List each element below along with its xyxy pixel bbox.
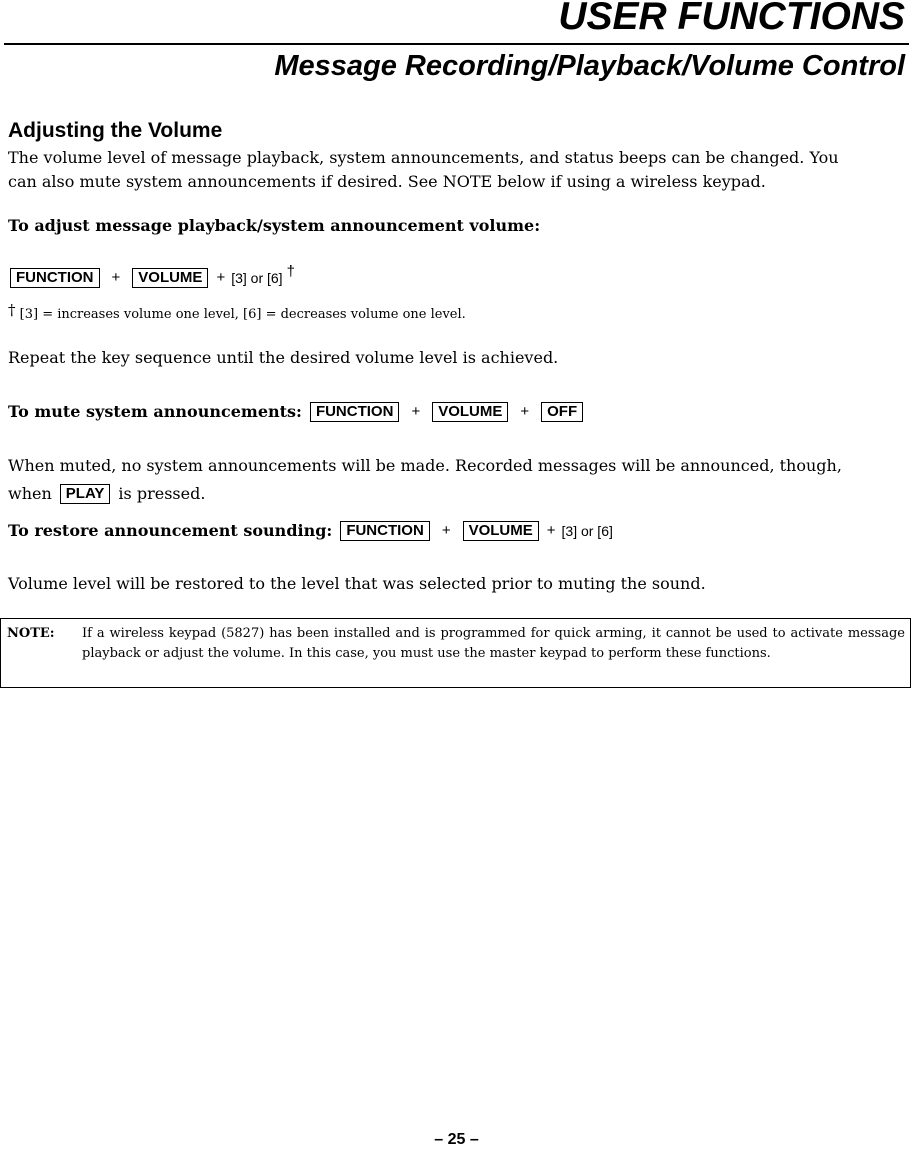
footnote-mark: † [8,301,16,319]
play-key: PLAY [60,484,111,504]
muted-text-when: when [8,484,52,503]
section-heading: Adjusting the Volume [8,119,223,142]
adjust-key-sequence [8,263,295,290]
page-number: – 25 – [434,1131,479,1148]
page-title: USER FUNCTIONS [558,0,905,38]
muted-text-line-2 [8,482,205,506]
function-key: FUNCTION [10,268,100,288]
volume-options: [3] or [6] [231,270,283,286]
function-key: FUNCTION [310,402,400,422]
function-key: FUNCTION [340,521,430,541]
intro-paragraph [8,146,908,194]
note-text: If a wireless keypad (5827) has been installed and is programmed for quick arming, it cannot be used to activate message playback or adjust the volume. In this case, you must use the master keypad to perform these functions. [82,626,905,661]
repeat-text: Repeat the key sequence until the desired volume level is achieved. [8,348,559,367]
page-subtitle: Message Recording/Playback/Volume Control [274,50,905,82]
note-label: NOTE: [7,626,55,641]
volume-key: VOLUME [432,402,508,422]
muted-text-end: is pressed. [118,484,206,503]
note-box [0,618,911,688]
plus-sign: + [546,522,556,539]
volume-key: VOLUME [132,268,208,288]
restore-text: Volume level will be restored to the level that was selected prior to muting the sound. [8,574,706,593]
muted-text-line-1: When muted, no system announcements will be made. Recorded messages will be announced, though, [8,456,842,475]
plus-sign: + [216,269,226,286]
mute-label: To mute system announcements: [8,402,302,421]
off-key: OFF [541,402,583,422]
dagger-mark: † [286,263,295,280]
title-rule [4,43,909,45]
plus-sign: + [520,403,530,420]
plus-sign: + [111,269,121,286]
mute-key-sequence [8,400,585,424]
plus-sign: + [441,522,451,539]
volume-options: [3] or [6] [561,523,613,539]
adjust-label: To adjust message playback/system announcement volume: [8,216,541,235]
footnote-text: [3] = increases volume one level, [6] = decreases volume one level. [19,307,466,322]
plus-sign: + [411,403,421,420]
volume-key: VOLUME [463,521,539,541]
volume-footnote [8,303,466,325]
intro-line-1: The volume level of message playback, system announcements, and status beeps can be changed. You [8,148,839,167]
restore-label: To restore announcement sounding: [8,521,333,540]
intro-line-2: can also mute system announcements if desired. See NOTE below if using a wireless keypad. [8,172,766,191]
restore-key-sequence [8,519,613,543]
